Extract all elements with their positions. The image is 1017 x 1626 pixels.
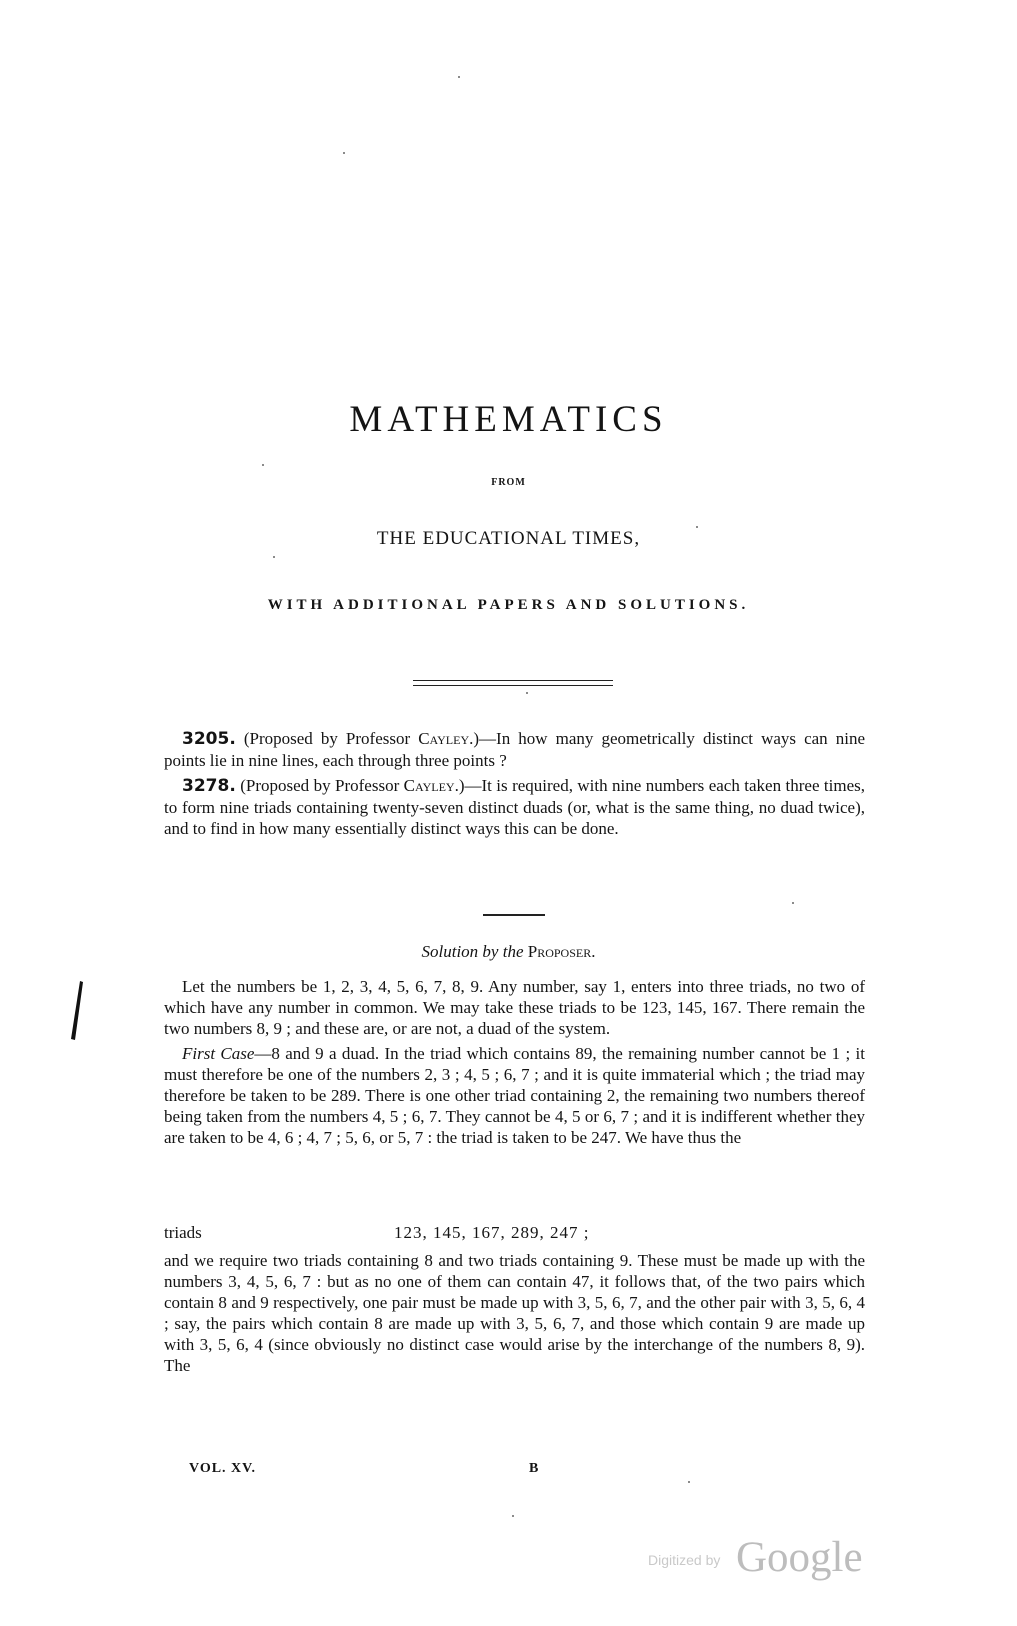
scan-speck	[343, 152, 345, 154]
solution-body-bottom	[164, 1250, 865, 1380]
scan-speck	[273, 556, 275, 558]
question-number: 3278.	[182, 776, 236, 796]
triads-value: 123, 145, 167, 289, 247 ;	[394, 1223, 590, 1242]
watermark-prefix: Digitized by	[648, 1552, 721, 1568]
scan-speck	[458, 76, 460, 78]
solution-paragraph-2: First Case—8 and 9 a duad. In the triad which contains 89, the remaining number cannot be 1 ; it must therefore be one of the numbers 2, 3 ; 4, 5 ; 6, 7 ; and it is quite immaterial which ; the triad may therefore be taken to be 289. There is one other triad containing 2, the remaining two numbers thereof being taken from the numbers 4, 5 ; 6, 7. They cannot be 4, 5 or 6, 7 ; and it is indifferent whether they are taken to be 4, 6 ; 4, 7 ; 5, 6, or 5, 7 : the triad is taken to be 247. We have thus the	[164, 1044, 865, 1147]
question-3205: 3205. (Proposed by Professor Cayley.)—In how many geometrically distinct ways can nine points lie in nine lines, each through three points ?	[164, 729, 866, 770]
case-label: First Case	[182, 1044, 255, 1063]
question-3278: 3278. (Proposed by Professor Cayley.)—It is required, with nine numbers each taken three times, to form nine triads containing twenty-seven distinct duads (or, what is the same thing, no duad twice), and to find in how many essentially distinct ways this can be done.	[164, 776, 866, 838]
ink-stroke-mark	[70, 980, 84, 1042]
solution-heading: Solution by the Proposer.	[421, 942, 596, 961]
section-rule	[483, 914, 545, 916]
questions-block	[164, 728, 865, 843]
scan-speck	[696, 526, 698, 528]
signature-mark: B	[529, 1461, 540, 1476]
proposer-name: Cayley	[403, 776, 455, 795]
volume-footer: VOL. XV.	[189, 1461, 256, 1476]
question-number: 3205.	[182, 729, 236, 749]
from-label: FROM	[491, 477, 526, 488]
scan-speck	[688, 1481, 690, 1483]
digitized-by-google-watermark	[648, 1535, 878, 1585]
double-rule-divider	[413, 680, 613, 686]
scan-speck	[512, 1515, 514, 1517]
solution-paragraph-3: and we require two triads containing 8 and two triads containing 9. These must be made up with the numbers 3, 4, 5, 6, 7 : but as no one of them can contain 47, it follows that, of the two pairs which contain 8 and 9 respectively, one pair must be made up with 3, 5, 6, 7, and the other pair with 3, 5, 6, 4 ; say, the pairs which contain 8 are made up with 3, 5, 6, 7, and those which contain 9 are made up with 3, 5, 6, 4 (since obviously no distinct case would arise by the interchange of the numbers 8, 9). The	[164, 1251, 865, 1375]
page-title: MATHEMATICS	[349, 399, 668, 440]
google-logo: Google	[736, 1534, 863, 1581]
scan-speck	[792, 902, 794, 904]
page-subtitle: WITH ADDITIONAL PAPERS AND SOLUTIONS.	[267, 597, 750, 613]
scan-speck	[526, 692, 528, 694]
proposer-name: Cayley	[418, 729, 470, 748]
solution-paragraph-1: Let the numbers be 1, 2, 3, 4, 5, 6, 7, 8, 9. Any number, say 1, enters into three triads, no two of which have any number in common. We may take these triads to be 123, 145, 167. There remain the two numbers 8, 9 ; and these are, or are not, a duad of the system.	[164, 977, 865, 1038]
journal-name: THE EDUCATIONAL TIMES,	[376, 528, 641, 549]
triads-label: triads	[164, 1223, 202, 1242]
solution-body-top	[164, 976, 865, 1152]
scan-speck	[262, 464, 264, 466]
